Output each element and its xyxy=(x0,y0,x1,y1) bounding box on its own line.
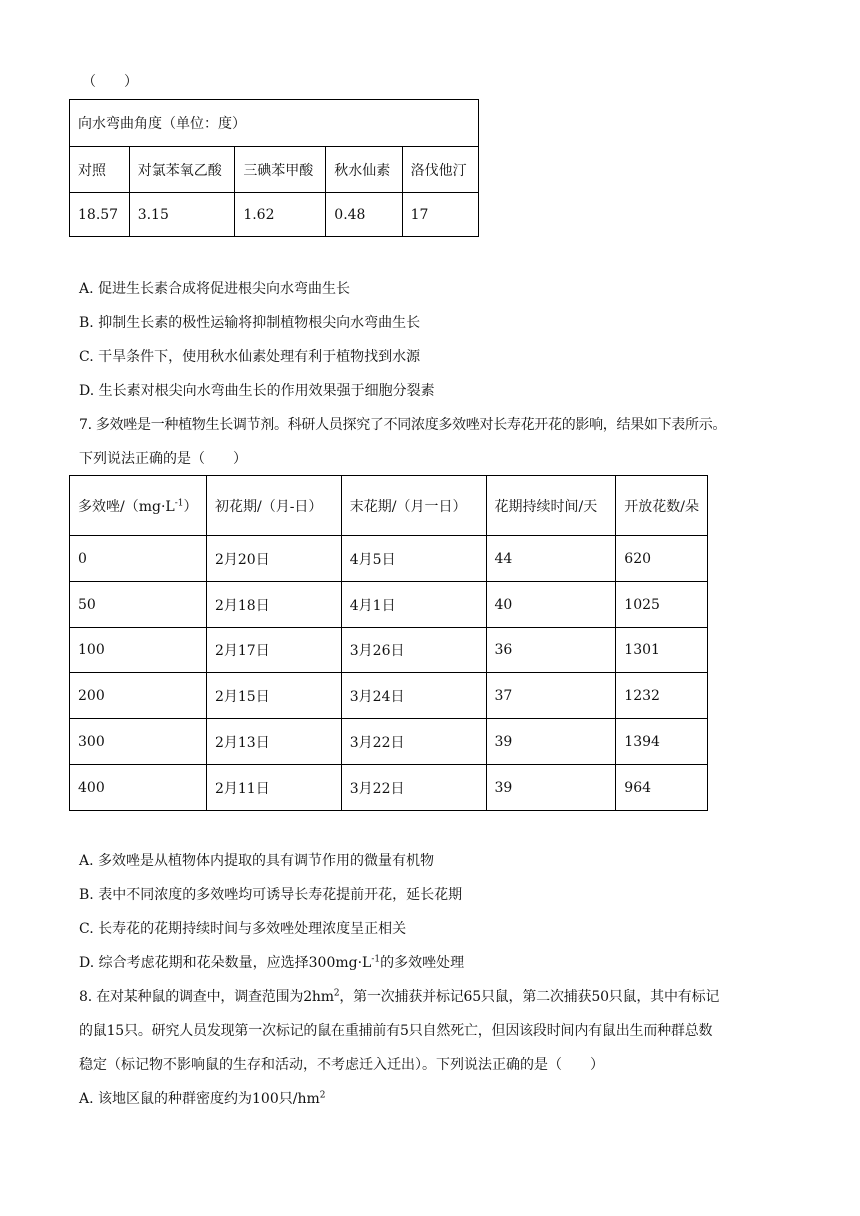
q6-value-cell: 3.15 xyxy=(129,193,235,237)
table-row xyxy=(70,765,708,811)
q6-stem-tail: （ ） xyxy=(82,74,138,90)
table-cell: 2月18日 xyxy=(206,582,341,628)
table-cell: 4月5日 xyxy=(341,536,486,582)
q7-table xyxy=(69,475,708,811)
table-cell: 2月13日 xyxy=(206,719,341,765)
table-cell: 4月1日 xyxy=(341,582,486,628)
q7-header-cell: 花期持续时间/天 xyxy=(486,476,616,536)
table-cell: 100 xyxy=(70,628,207,673)
q7-option-d-text: D. 综合考虑花期和花朵数量，应选择300mg·L xyxy=(79,955,372,971)
table-cell: 1394 xyxy=(616,719,708,765)
q6-table-title: 向水弯曲角度（单位：度） xyxy=(70,100,479,147)
q8-option-a-sup: 2 xyxy=(319,1090,326,1101)
q7-header-col1-text: 多效唑/（mg·L xyxy=(78,498,175,515)
q7-header-col1-close: ） xyxy=(183,498,198,515)
q6-value-cell: 17 xyxy=(402,193,478,237)
table-cell: 3月24日 xyxy=(341,673,486,719)
table-cell: 3月26日 xyxy=(341,628,486,673)
q7-stem-line1: 7. 多效唑是一种植物生长调节剂。科研人员探究了不同浓度多效唑对长寿花开花的影响，结果如下表所示。 xyxy=(79,417,727,433)
q8-stem-line1 xyxy=(79,987,719,1007)
table-cell: 2月11日 xyxy=(206,765,341,811)
q8-stem-line1-tail: ，第一次捕获并标记65只鼠，第二次捕获50只鼠，其中有标记 xyxy=(339,989,720,1005)
q7-option-c: C. 长寿花的花期持续时间与多效唑处理浓度呈正相关 xyxy=(79,921,407,937)
table-cell: 44 xyxy=(486,536,616,582)
table-cell: 50 xyxy=(70,582,207,628)
table-cell: 300 xyxy=(70,719,207,765)
table-row xyxy=(70,536,708,582)
table-row xyxy=(70,719,708,765)
q7-header-cell: 开放花数/朵 xyxy=(616,476,708,536)
table-cell: 1301 xyxy=(616,628,708,673)
q7-header-col1-sup: -1 xyxy=(174,497,184,508)
q8-stem-line2: 的鼠15只。研究人员发现第一次标记的鼠在重捕前有5只自然死亡，但因该段时间内有鼠出生而种群总数 xyxy=(79,1023,713,1039)
table-cell: 36 xyxy=(486,628,616,673)
table-cell: 200 xyxy=(70,673,207,719)
table-cell: 964 xyxy=(616,765,708,811)
table-cell: 1025 xyxy=(616,582,708,628)
q6-header-cell: 对照 xyxy=(70,147,130,193)
table-cell: 37 xyxy=(486,673,616,719)
table-cell: 2月20日 xyxy=(206,536,341,582)
q8-option-a xyxy=(79,1089,325,1109)
q6-option-c: C. 干旱条件下，使用秋水仙素处理有利于植物找到水源 xyxy=(79,349,421,365)
q7-header-cell: 初花期/（月-日） xyxy=(206,476,341,536)
table-row xyxy=(70,628,708,673)
table-row xyxy=(70,673,708,719)
q6-value-cell: 0.48 xyxy=(326,193,402,237)
q7-header-cell: 末花期/（月一日） xyxy=(341,476,486,536)
q7-stem-line2: 下列说法正确的是（ ） xyxy=(79,451,247,467)
table-cell: 1232 xyxy=(616,673,708,719)
table-row xyxy=(70,582,708,628)
q6-header-cell: 对氯苯氧乙酸 xyxy=(129,147,235,193)
q7-option-d-tail: 的多效唑处理 xyxy=(380,955,465,971)
q6-value-cell: 18.57 xyxy=(70,193,130,237)
q6-table-header-row xyxy=(70,147,479,193)
q6-value-cell: 1.62 xyxy=(235,193,326,237)
q8-stem-line1-text: 8. 在对某种鼠的调查中，调查范围为2hm xyxy=(79,989,334,1005)
table-cell: 3月22日 xyxy=(341,765,486,811)
q8-option-a-text: A. 该地区鼠的种群密度约为100只/hm xyxy=(79,1091,320,1107)
q7-header-cell xyxy=(70,476,207,536)
q6-table-title-row xyxy=(70,100,479,147)
q7-table-header-row xyxy=(70,476,708,536)
q7-option-b: B. 表中不同浓度的多效唑均可诱导长寿花提前开花，延长花期 xyxy=(79,887,463,903)
table-cell: 2月15日 xyxy=(206,673,341,719)
q6-option-b: B. 抑制生长素的极性运输将抑制植物根尖向水弯曲生长 xyxy=(79,315,421,331)
table-cell: 40 xyxy=(486,582,616,628)
table-cell: 39 xyxy=(486,765,616,811)
q6-header-cell: 三碘苯甲酸 xyxy=(235,147,326,193)
q7-option-d-sup: -1 xyxy=(371,954,381,965)
q6-header-cell: 洛伐他汀 xyxy=(402,147,478,193)
q6-table-value-row xyxy=(70,193,479,237)
q6-option-a: A. 促进生长素合成将促进根尖向水弯曲生长 xyxy=(79,281,351,297)
q7-option-d xyxy=(79,953,464,973)
table-cell: 2月17日 xyxy=(206,628,341,673)
table-cell: 3月22日 xyxy=(341,719,486,765)
q6-option-d: D. 生长素对根尖向水弯曲生长的作用效果强于细胞分裂素 xyxy=(79,383,435,399)
table-cell: 0 xyxy=(70,536,207,582)
q7-option-a: A. 多效唑是从植物体内提取的具有调节作用的微量有机物 xyxy=(79,853,435,869)
q8-stem-line1-sup: 2 xyxy=(333,988,340,999)
q6-header-cell: 秋水仙素 xyxy=(326,147,402,193)
q6-table xyxy=(69,99,479,237)
table-cell: 620 xyxy=(616,536,708,582)
table-cell: 39 xyxy=(486,719,616,765)
q8-stem-line3: 稳定（标记物不影响鼠的生存和活动，不考虑迁入迁出）。下列说法正确的是（ ） xyxy=(79,1057,604,1073)
table-cell: 400 xyxy=(70,765,207,811)
